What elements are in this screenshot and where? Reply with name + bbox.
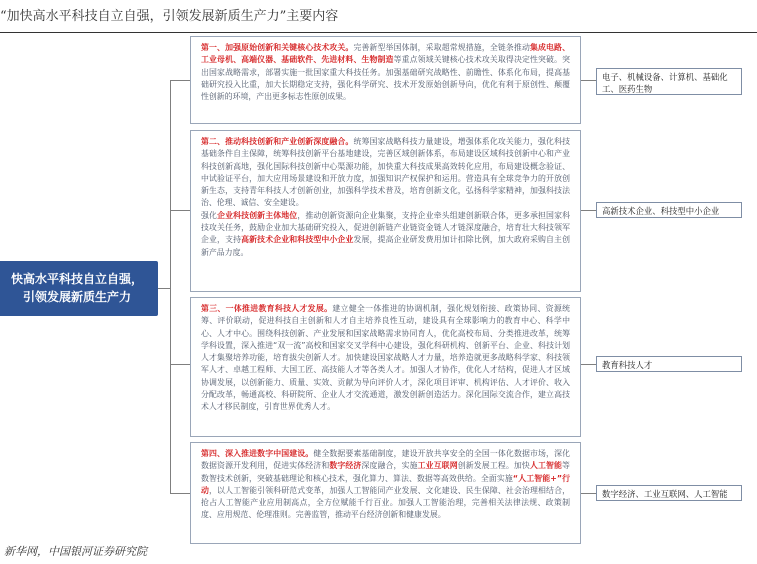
- branch-connector: [170, 80, 190, 81]
- branch-1-box: [190, 36, 581, 124]
- tag-connector: [581, 80, 596, 81]
- branch-text-segment: 建立健全一体推进的协调机制，强化规划衔接、政策协同、资源统筹、评价联动，促进科技自主创新和人才自主培养良性互动，建设具有全球影响力的教育中心、科学中心、人才中心。围绕科技创新、产业发展和国家战略需求协同育人，优化高校布局、分类推进改革，统筹学科设置，深入推进“双一流”高校和国家交叉学科中心建设，强化科研机构、创新平台、企业、科技计划人才集聚培养功能，培育拔尖创新人才。加快建设国家战略人才力量，培养造就更多战略科学家、科技领军人才、卓越工程师、大国工匠、高技能人才等各类人才。加强人才协作，优化人才结构，促进人才区域协调发展，以创新能力、质量、实效、贡献为导向评价人才，深化项目评审、机构评估、人才评价、收入分配改革，畅通高校、科研院所、企业人才交流通道，激发创新创造活力。深化国际交流合作，建立高技术人才移民制度，引育世界优秀人才。: [201, 304, 570, 412]
- branch-4-text: [201, 448, 570, 522]
- branch-heading: 第一、加强原始创新和关键核心技术攻关。: [201, 43, 354, 52]
- branch-text-segment: ，推动创新资源向企业集聚，支持企业牵头组建创新联合体，更多承担国家科技攻关任务，鼓励企业加大基础研究投入，促进创新链产业链资金链人才链深度融合，培育壮大科技领军企业，支持: [201, 210, 570, 245]
- highlight-term: 集成电路、工业母机、高端仪器、基础软件、先进材料、生物制造: [201, 43, 570, 65]
- branch-1-tag: 电子、机械设备、计算机、基础化工、医药生物: [596, 68, 742, 95]
- root-connector: [158, 288, 170, 289]
- branch-connector: [170, 364, 190, 365]
- branch-text-segment: 等数智技术创新，突破基础理论和核心技术，强化算力、算法、数据等高效供给。全面实施: [201, 461, 570, 483]
- branch-2-box: [190, 130, 581, 292]
- branch-text-segment: ，以人工智能引领科研范式变革，加强人工智能同产业发展、文化建设、民生保障、社会治理相结合，抢占人工智能产业应用制高点，全方位赋能千行百业。加强人工智能治理，完善相关法律法规、政策制度、应用规范、伦理准则。完善监管，推动平台经济创新和健康发展。: [201, 485, 570, 520]
- root-node-line-2: 引领发展新质生产力: [22, 290, 131, 304]
- branch-text-segment: 统筹国家战略科技力量建设，增强体系化攻关能力，强化科技基础条件自主保障，统筹科技创新平台基地建设，完善区域创新体系，布局建设区域科技创新中心和产业科技创新高地，强化国际科技创新中心渠源功能，加快重大科技成果高效转化应用，布局建设概念验证、中试验证平台，加大应用场景建设和开放力度，加强知识产权保护和运用。营造具有全球竞争力的开放创新生态，支持青年科技人才创新创业，加强科学技术普及，培育创新文化，弘扬科学家精神，加强科技法治、伦理、诚信、安全建设。: [201, 137, 570, 208]
- branch-text-segment: 深度融合，实施: [361, 461, 418, 471]
- highlight-term: 数字经济: [329, 461, 362, 471]
- trunk-line: [170, 80, 171, 493]
- branch-3-box: [190, 297, 581, 437]
- highlight-term: 人工智能: [529, 461, 563, 471]
- source-note: 新华网，中国银河证券研究院: [4, 545, 147, 558]
- branch-text-segment: 健全数据要素基础制度，建设开放共享安全的全国一体化数据市场，深化数据资源开发利用，促进实体经济和: [201, 449, 570, 471]
- branch-heading: 第四、深入推进数字中国建设。: [201, 449, 314, 458]
- highlight-term: 高新技术企业和科技型中小企业: [241, 235, 354, 245]
- branch-text-segment: 创新发展工程。加快: [457, 461, 530, 471]
- title-divider: [0, 32, 757, 33]
- page-title: “加快高水平科技自立自强，引领发展新质生产力”主要内容: [0, 9, 339, 24]
- branch-1-text: [201, 42, 570, 103]
- root-node: [0, 261, 158, 316]
- tag-connector: [581, 364, 596, 365]
- branch-text-segment: 强化: [201, 210, 218, 220]
- tag-connector: [581, 210, 596, 211]
- root-node-line-1: 快高水平科技自立自强，: [10, 272, 143, 286]
- branch-text-segment: 等重点领域关键核心技术攻关取得决定性突破。突出国家战略需求，部署实施一批国家重大科技任务。加强基础研究战略性、前瞻性、体系化布局，提高基础研究投入比重，加大长期稳定支持，强化科学研究、技术开发原始创新导向，优化有利于原创性、颠覆性创新的环境，产出更多标志性原创成果。: [201, 55, 570, 102]
- branch-2-text: [201, 136, 570, 259]
- highlight-term: 工业互联网: [417, 461, 458, 471]
- highlight-term: “人工智能+”行动: [201, 473, 571, 495]
- branch-text-segment: 完善新型举国体制，采取超常规措施，全链条推动: [353, 43, 530, 52]
- highlight-term: 企业科技创新主体地位: [217, 210, 298, 220]
- branch-connector: [170, 493, 190, 494]
- branch-text-segment: 发展，提高企业研发费用加计扣除比例，加大政府采购自主创新产品力度。: [201, 235, 570, 257]
- branch-connector: [170, 210, 190, 211]
- branch-heading: 第二、推动科技创新和产业创新深度融合。: [201, 137, 354, 146]
- branch-3-tag: 教育科技人才: [596, 356, 742, 372]
- branch-2-tag: 高新技术企业、科技型中小企业: [596, 202, 742, 218]
- tag-connector: [581, 493, 596, 494]
- branch-4-box: [190, 442, 581, 544]
- branch-3-text: [201, 303, 570, 414]
- branch-4-tag: 数字经济、工业互联网、人工智能: [596, 485, 742, 501]
- branch-heading: 第三、一体推进教育科技人才发展。: [201, 304, 333, 313]
